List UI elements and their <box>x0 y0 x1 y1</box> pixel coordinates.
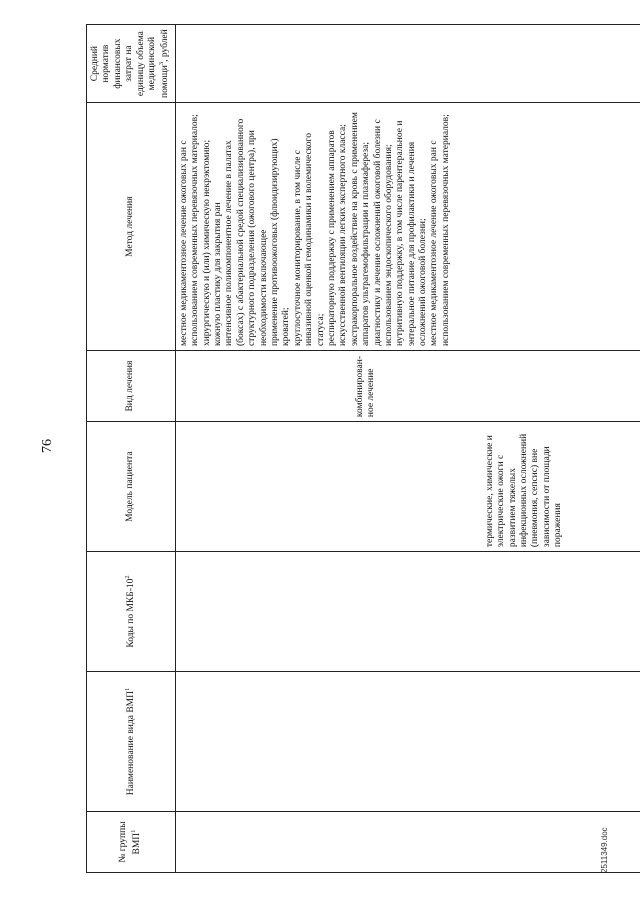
method-line: круглосуточное мониторирование, в том числе с инвазивной оценкой гемодинамики и волемического статуса; <box>292 133 326 347</box>
treatment-table <box>86 24 640 873</box>
method-line: интенсивное поликомпонентное лечение в палатах (боксах) с абактериальной средой специализированного структурного подразделения (ожогового центра), при необходимости включающее <box>224 118 269 347</box>
method-list <box>179 107 452 346</box>
cell-codes <box>175 552 640 672</box>
header-model: Модель пациента <box>87 422 176 552</box>
cell-name <box>175 671 640 811</box>
header-group-no: № группы ВМП$^1$ <box>87 812 176 873</box>
method-line: кожную пластику для закрытия ран <box>213 202 224 347</box>
page-number: 76 <box>40 439 55 453</box>
header-method: Метод лечения <box>87 103 176 351</box>
cell-method <box>175 103 640 351</box>
method-line: местное медикаментозное лечение ожоговых ран с использованием современных перевязочных материалов; <box>429 114 451 347</box>
method-line: респираторную поддержку с применением аппаратов искусственной вентиляции легких экспертного класса; <box>326 124 349 347</box>
header-codes: Коды по МКБ-$10^2$ <box>87 552 176 672</box>
header-type: Вид лечения <box>87 351 176 422</box>
cell-group-no <box>175 812 640 873</box>
type-text: комбинирован-ное лечение <box>354 356 377 418</box>
cell-cost <box>175 25 640 103</box>
cell-type <box>175 351 640 422</box>
method-line: хирургическую и (или) химическую некрэктомию; <box>201 139 212 347</box>
cell-model <box>175 422 640 552</box>
table-row <box>175 25 640 873</box>
model-text: термические, химические и электрические ожоги с развитием тяжелых инфекционных осложнений (пневмония, сепсис) вне зависимости от площади поражения <box>484 433 564 548</box>
method-line: экстракорпоральное воздействие на кровь с применением аппаратов ультрагемофильтрации и плазмафереза; <box>349 112 372 347</box>
footer-filename: 2511349.doc <box>600 827 609 873</box>
method-line: диагностику и лечение осложнений ожоговой болезни с использованием эндоскопического оборудования; <box>372 119 394 347</box>
method-line: нутритивную поддержку, в том числе парентеральное и энтеральное питание для профилактики и лечения осложнений ожоговой болезни; <box>395 120 429 347</box>
header-name: Наименование вида ВМП$^1$ <box>87 671 176 811</box>
table-header-row <box>87 25 176 873</box>
method-line: местное медикаментозное лечение ожоговых ран с использованием современных перевязочных материалов; <box>178 114 201 347</box>
method-line: применение противоожоговых (флюидизирующих) кроватей; <box>270 138 292 347</box>
header-cost: Средний норматив финансовых затрат на единицу объема медицинской помощи$^3$, рублей <box>87 25 176 103</box>
